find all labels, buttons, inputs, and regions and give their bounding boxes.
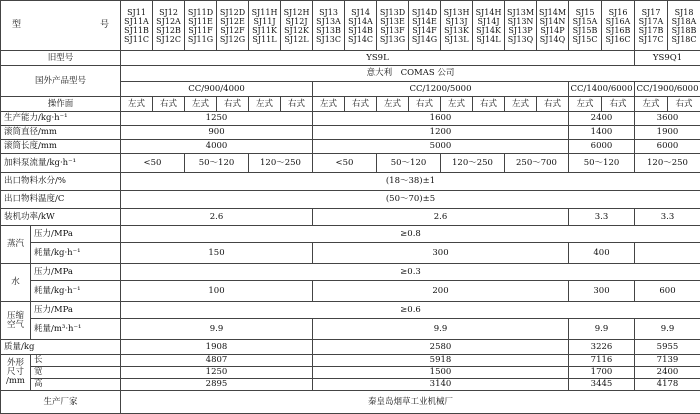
- steam-pressure-label: 压力/MPa: [31, 226, 121, 243]
- model-group-cell: SJ11 SJ11A SJ11B SJ11C: [121, 1, 153, 51]
- power-value: 2.6: [121, 209, 313, 226]
- water-consumption-value: 300: [569, 281, 635, 302]
- left-side-cell: 左式: [249, 97, 281, 112]
- air-pressure-row: [1, 302, 700, 319]
- left-side-cell: 左式: [635, 97, 668, 112]
- dims-width-value: 2400: [635, 367, 700, 379]
- steam-pressure-value: ≥0.8: [121, 226, 700, 243]
- feed-flow-value: 50～120: [377, 154, 441, 173]
- air-pressure-value: ≥0.6: [121, 302, 700, 319]
- steam-group-label: 蒸汽: [1, 226, 31, 264]
- capacity-row: [1, 112, 700, 126]
- manufacturer-label: 生产厂家: [1, 391, 121, 414]
- foreign-model-group: CC/900/4000: [121, 82, 313, 97]
- model-group-cell: SJ15 SJ15A SJ15B SJ15C: [569, 1, 602, 51]
- operation-row: [1, 97, 700, 112]
- right-side-cell: 右式: [537, 97, 569, 112]
- right-side-cell: 右式: [217, 97, 249, 112]
- power-row: [1, 209, 700, 226]
- outlet-moisture-row: [1, 173, 700, 191]
- dims-height-value: 2895: [121, 379, 313, 391]
- water-consumption-label: 耗量/kg·h⁻¹: [31, 281, 121, 302]
- dims-length-row: [1, 355, 700, 367]
- power-label: 装机功率/kW: [1, 209, 121, 226]
- capacity-value: 1600: [313, 112, 569, 126]
- mass-label: 质量/kg: [1, 340, 121, 355]
- mass-value: 1908: [121, 340, 313, 355]
- model-group-cell: SJ14D SJ14E SJ14F SJ14G: [409, 1, 441, 51]
- right-side-cell: 右式: [281, 97, 313, 112]
- capacity-label: 生产能力/kg·h⁻¹: [1, 112, 121, 126]
- capacity-value: 3600: [635, 112, 700, 126]
- power-value: 2.6: [313, 209, 569, 226]
- mass-value: 2580: [313, 340, 569, 355]
- left-side-cell: 左式: [505, 97, 537, 112]
- old-model-main: YS9L: [121, 51, 635, 66]
- dims-height-label: 高: [31, 379, 121, 391]
- model-group-cell: SJ12D SJ12E SJ12F SJ12G: [217, 1, 249, 51]
- manufacturer-value: 秦皇岛烟草工业机械厂: [121, 391, 700, 414]
- model-group-cell: SJ12 SJ12A SJ12B SJ12C: [153, 1, 185, 51]
- drum-diameter-value: 1200: [313, 126, 569, 140]
- model-group-cell: SJ13H SJ13J SJ13K SJ13L: [441, 1, 473, 51]
- dims-width-label: 宽: [31, 367, 121, 379]
- left-side-cell: 左式: [569, 97, 602, 112]
- foreign-company: 意大利 COMAS 公司: [121, 66, 700, 82]
- model-group-cell: SJ13 SJ13A SJ13B SJ13C: [313, 1, 345, 51]
- feed-flow-row: [1, 154, 700, 173]
- dims-width-row: [1, 367, 700, 379]
- type-label-a: 型: [12, 21, 21, 30]
- model-group-cell: SJ17 SJ17A SJ17B SJ17C: [635, 1, 668, 51]
- right-side-cell: 右式: [153, 97, 185, 112]
- dims-height-row: [1, 379, 700, 391]
- model-group-cell: SJ14 SJ14A SJ14B SJ14C: [345, 1, 377, 51]
- foreign-model-group: CC/1900/6000: [635, 82, 700, 97]
- dims-height-value: 3140: [313, 379, 569, 391]
- model-group-cell: SJ12H SJ12J SJ12K SJ12L: [281, 1, 313, 51]
- outlet-temp-row: [1, 191, 700, 209]
- water-consumption-value: 100: [121, 281, 313, 302]
- drum-length-label: 滚筒长度/mm: [1, 140, 121, 154]
- type-header-cell: [1, 1, 121, 51]
- steam-pressure-row: [1, 226, 700, 243]
- model-group-cell: SJ13D SJ13E SJ13F SJ13G: [377, 1, 409, 51]
- capacity-value: 1250: [121, 112, 313, 126]
- steam-consumption-value: 400: [569, 243, 635, 264]
- dims-width-value: 1700: [569, 367, 635, 379]
- feed-flow-value: <50: [313, 154, 377, 173]
- dims-height-value: 4178: [635, 379, 700, 391]
- water-consumption-value: 600: [635, 281, 700, 302]
- outlet-moisture-value: (18～38)±1: [121, 173, 700, 191]
- drum-diameter-label: 滚筒直径/mm: [1, 126, 121, 140]
- air-pressure-label: 压力/MPa: [31, 302, 121, 319]
- mass-row: [1, 340, 700, 355]
- model-group-cell: SJ16 SJ16A SJ16B SJ16C: [602, 1, 635, 51]
- capacity-value: 2400: [569, 112, 635, 126]
- left-side-cell: 左式: [377, 97, 409, 112]
- water-pressure-value: ≥0.3: [121, 264, 700, 281]
- feed-flow-value: 50～120: [569, 154, 635, 173]
- foreign-company-row: [1, 66, 700, 82]
- old-model-label: 旧型号: [1, 51, 121, 66]
- model-group-cell: SJ13M SJ13N SJ13P SJ13Q: [505, 1, 537, 51]
- left-side-cell: 左式: [121, 97, 153, 112]
- mass-value: 5955: [635, 340, 700, 355]
- drum-length-row: [1, 140, 700, 154]
- model-group-cell: SJ14H SJ14J SJ14K SJ14L: [473, 1, 505, 51]
- model-group-cell: SJ11H SJ11J SJ11K SJ11L: [249, 1, 281, 51]
- old-model-row: [1, 51, 700, 66]
- air-consumption-label: 耗量/m³·h⁻¹: [31, 319, 121, 340]
- steam-consumption-value: 300: [313, 243, 569, 264]
- dims-length-value: 5918: [313, 355, 569, 367]
- manufacturer-row: [1, 391, 700, 414]
- model-group-cell: SJ14M SJ14N SJ14P SJ14Q: [537, 1, 569, 51]
- model-header-row: [1, 1, 700, 51]
- steam-consumption-row: [1, 243, 700, 264]
- power-value: 3.3: [569, 209, 635, 226]
- foreign-model-group: CC/1200/5000: [313, 82, 569, 97]
- right-side-cell: 右式: [409, 97, 441, 112]
- feed-flow-value: 120～250: [249, 154, 313, 173]
- water-consumption-row: [1, 281, 700, 302]
- power-value: 3.3: [635, 209, 700, 226]
- feed-flow-label: 加料泵流量/kg·h⁻¹: [1, 154, 121, 173]
- type-label-b: 号: [100, 21, 109, 30]
- water-pressure-row: [1, 264, 700, 281]
- air-consumption-value: 9.9: [121, 319, 313, 340]
- dims-length-value: 4807: [121, 355, 313, 367]
- air-group-label: 压缩 空气: [1, 302, 31, 340]
- steam-consumption-value: [635, 243, 700, 264]
- old-model-last: YS9Q1: [635, 51, 700, 66]
- right-side-cell: 右式: [602, 97, 635, 112]
- feed-flow-value: <50: [121, 154, 185, 173]
- model-group-cell: SJ11D SJ11E SJ11F SJ11G: [185, 1, 217, 51]
- outlet-temp-label: 出口物料温度/C: [1, 191, 121, 209]
- drum-diameter-row: [1, 126, 700, 140]
- left-side-cell: 左式: [185, 97, 217, 112]
- feed-flow-value: 50～120: [185, 154, 249, 173]
- dims-length-value: 7116: [569, 355, 635, 367]
- drum-length-value: 5000: [313, 140, 569, 154]
- right-side-cell: 右式: [345, 97, 377, 112]
- water-pressure-label: 压力/MPa: [31, 264, 121, 281]
- outlet-moisture-label: 出口物料水分/%: [1, 173, 121, 191]
- drum-diameter-value: 1400: [569, 126, 635, 140]
- left-side-cell: 左式: [313, 97, 345, 112]
- left-side-cell: 左式: [441, 97, 473, 112]
- dims-group-label: 外形 尺寸 /mm: [1, 355, 31, 391]
- water-group-label: 水: [1, 264, 31, 302]
- feed-flow-value: 120～250: [441, 154, 505, 173]
- outlet-temp-value: (50～70)±5: [121, 191, 700, 209]
- drum-length-value: 6000: [569, 140, 635, 154]
- foreign-model-group: CC/1400/6000: [569, 82, 635, 97]
- foreign-model-label: 国外产品型号: [1, 66, 121, 97]
- air-consumption-value: 9.9: [635, 319, 700, 340]
- dims-width-value: 1500: [313, 367, 569, 379]
- feed-flow-value: 250～700: [505, 154, 569, 173]
- air-consumption-row: [1, 319, 700, 340]
- dims-length-label: 长: [31, 355, 121, 367]
- air-consumption-value: 9.9: [569, 319, 635, 340]
- model-group-cell: SJ18 SJ18A SJ18B SJ18C: [668, 1, 700, 51]
- mass-value: 3226: [569, 340, 635, 355]
- dims-length-value: 7139: [635, 355, 700, 367]
- air-consumption-value: 9.9: [313, 319, 569, 340]
- drum-length-value: 6000: [635, 140, 700, 154]
- steam-consumption-value: 150: [121, 243, 313, 264]
- drum-diameter-value: 900: [121, 126, 313, 140]
- feed-flow-value: 120～250: [635, 154, 700, 173]
- water-consumption-value: 200: [313, 281, 569, 302]
- dims-height-value: 3445: [569, 379, 635, 391]
- operation-label: 操作面: [1, 97, 121, 112]
- drum-length-value: 4000: [121, 140, 313, 154]
- right-side-cell: 右式: [473, 97, 505, 112]
- drum-diameter-value: 1900: [635, 126, 700, 140]
- dims-width-value: 1250: [121, 367, 313, 379]
- steam-consumption-label: 耗量/kg·h⁻¹: [31, 243, 121, 264]
- right-side-cell: 右式: [668, 97, 700, 112]
